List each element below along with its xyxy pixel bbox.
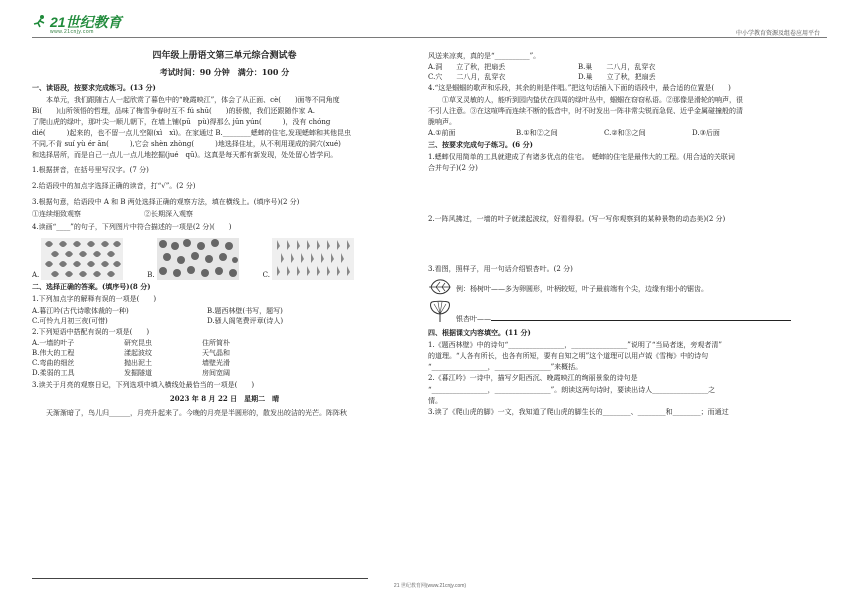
poplar-leaf-icon <box>428 276 452 298</box>
question: 2.《暮江吟》一诗中，描写夕阳西沉、晚霞映江的绚丽景象的诗句是 <box>428 374 638 383</box>
question: 2.下列短语中搭配有误的一项是( ) <box>32 327 150 336</box>
ginkgo-leaf-icon <box>428 300 452 326</box>
section-2-title: 二、选择正确的答案。(填序号)(8 分) <box>32 282 151 292</box>
header-divider <box>32 37 827 38</box>
question: 1.《题西林壁》中的诗句“________________，________________”说明了“当局者迷，旁观者清” <box>428 340 722 349</box>
question: 3.读关于月亮的观察日记，下列选项中填入横线处最恰当的一项是( ) <box>32 380 255 389</box>
question: 4.读画“____”的句子，下列图片中符合描述的一项是(2 分)( ) <box>32 223 232 232</box>
phrase-cell: 天气晶和 <box>202 349 230 358</box>
answer-space[interactable] <box>428 225 828 263</box>
passage-line: 和选择居所，而是自己一点儿一点儿地挖掘(jué qū)。这真是每天都有新发现，处处留心皆学问。 <box>32 151 338 160</box>
platform-name: 中小学教育资源及组卷应用平台 <box>735 31 820 37</box>
option: C.②和③之间 <box>604 128 646 137</box>
leaf-wall-image-a <box>41 238 123 280</box>
footer-divider <box>32 578 368 579</box>
option: D.骚人阁笔费评章(诗人) <box>207 316 284 325</box>
exam-subtitle: 考试时间：90 分钟 满分：100 分 <box>159 67 290 78</box>
brand-name: 21世纪教育 <box>50 14 122 30</box>
option: B.巢 二八月，乱穿衣 <box>578 63 656 72</box>
question: “________________，________________”。朗读这两句诗时，要读出诗人________________之 <box>428 385 716 394</box>
leaf-wall-image-b <box>157 238 239 280</box>
question: 3.看图，照样子，用一句话介绍银杏叶。(2 分) <box>428 264 573 273</box>
page-header <box>0 0 860 40</box>
question: 1.根据拼音，在括号里写汉字。(7 分) <box>32 165 149 174</box>
question: 1.蟋蟀仅用简单的工具就建成了有诸多优点的住宅。 蟋蟀的住宅是最伟大的工程。(用合适的关联词 <box>428 153 735 162</box>
passage-line: Bì( )山所领悟的哲理，品味了梅雪争春时互不 fú shū( )的骄傲，我们还跟随作家 A. <box>32 106 315 115</box>
question: 合并句子)(2 分) <box>428 164 478 173</box>
question: “________________，________________”来概括。 <box>428 363 583 372</box>
question: 3.读了《爬山虎的脚》一文，我知道了爬山虎的脚生长的________、________和________；而通过 <box>428 407 729 416</box>
option-label: A. <box>32 271 40 280</box>
phrase-cell: 住所简朴 <box>202 339 230 348</box>
passage-line: 不同,不肯 suí yù ér ān( ),它会 shèn zhòng( )地选择住址，从不利用现成的洞穴(xué) <box>32 140 341 149</box>
answer-space[interactable] <box>428 175 828 213</box>
option: A.暮江吟(古代诗歌体裁的一种) <box>32 306 129 315</box>
passage-line: 本单元，我们跟随古人一起欣赏了暮色中的“晚霞映江”，体会了从正面、cè( )面等不同角度 <box>46 95 340 104</box>
option: A.洞 立了秋，把扇丢 <box>428 63 506 72</box>
runner-logo-icon <box>32 14 48 30</box>
question: 3.根据句意，给语段中 A 和 B 两处选择正确的观察方法，填在横线上。(填序号)(2 分) <box>32 197 300 206</box>
option: D.③后面 <box>692 128 720 137</box>
right-column <box>428 50 828 418</box>
section-1-title: 一、读语段，按要求完成练习。(13 分) <box>32 82 156 92</box>
phrase-cell: 抛出泥土 <box>124 359 152 368</box>
section-4-title: 四、根据课文内容填空。(11 分) <box>428 327 531 337</box>
exam-title: 四年级上册语文第三单元综合测试卷 <box>152 51 297 61</box>
option: C.可怜九月初三夜(可惜) <box>32 316 108 325</box>
option-label: B. <box>147 271 155 280</box>
passage-line: 了爬山虎的绿叶，那叶尖一顺儿朝下，在墙上铺(pū pù)得那么 jūn yún( )，没有 chóng <box>32 118 331 127</box>
passage-line: 不引人注意。③在这喧哗而连续不断的低音中，时不时发出一阵非常尖锐而急促、近乎金属碰撞般的清 <box>428 106 743 115</box>
answer-prompt <box>456 314 791 324</box>
diary-text: 天渐渐暗了，鸟儿归______，月亮升起来了。今晚的月亮是半圆形的，散发出皎洁的光芒。阵阵秋 <box>46 408 347 417</box>
example-sentence: 例：杨树叶——多为卵圆形，叶柄较短，叶子最前端有个尖，边缘有细小的锯齿。 <box>456 284 708 293</box>
option: B.题西林壁(书写，题写) <box>207 306 283 315</box>
option: ①连续细致观察 <box>32 210 81 219</box>
question: 2.一阵风拂过，一墙的叶子就漾起波纹，好看得很。(写一写你观察到的某种景物的动态美)(2 分) <box>428 214 726 223</box>
option-label: C. <box>262 271 270 280</box>
question: 2.给语段中的加点字选择正确的读音，打“√”。(2 分) <box>32 181 196 190</box>
option: D.巢 立了秋，把扇丢 <box>578 73 656 82</box>
option: A.①前面 <box>428 128 456 137</box>
passage-line: ①草叉灵敏的人，能听到园内蛰伏在四周的绿叶丛中，蝈蝈在窃窃私语。②那像是滑轮的响声，很 <box>442 95 743 104</box>
question: 的道理。“人各有所长，也各有所短，要有自知之明”这个道理可以用卢钺《雪梅》中的诗句 <box>428 352 709 361</box>
phrase-cell: A.一墙的叶子 <box>32 339 75 348</box>
option: ②长期深入观察 <box>144 210 193 219</box>
phrase-cell: B.伟大的工程 <box>32 349 75 358</box>
phrase-cell: D.柔弱的工具 <box>32 369 75 378</box>
phrase-cell: 发掘隧道 <box>124 369 152 378</box>
option: B.①和②之间 <box>516 128 558 137</box>
phrase-cell: 房间宽阔 <box>202 369 230 378</box>
diary-continued: 风送来凉爽，真的是“__________”。 <box>428 52 541 60</box>
diary-date: 2023 年 8 月 22 日 星期二 晴 <box>169 393 280 403</box>
answer-blank[interactable] <box>491 320 791 321</box>
passage-line: dié( )起来的，也不留一点儿空隙(xì xì)。在家通过 B.________蟋蟀的住宅,发现蟋蟀和其他昆虫 <box>32 129 351 138</box>
answer-prompt-label: 银杏叶—— <box>456 314 491 323</box>
left-column <box>32 44 417 419</box>
question: 情。 <box>428 396 442 405</box>
page-footer: 21 世纪教育网(www.21cnjy.com) <box>393 583 467 589</box>
image-options <box>32 234 417 280</box>
question: 4.“这是蝈蝈的歌声和乐段，其余的则是伴唱。”把这句话插入下面的语段中，最合适的位置是( ) <box>428 84 731 93</box>
phrase-cell: 研究昆虫 <box>124 339 152 348</box>
leaf-wall-image-c <box>272 238 354 280</box>
phrase-cell: C.弯曲的细丝 <box>32 359 75 368</box>
phrase-cell: 漾起波纹 <box>124 349 152 358</box>
section-3-title: 三、按要求完成句子练习。(6 分) <box>428 140 533 150</box>
brand-url: www.21cnjy.com <box>50 29 94 35</box>
phrase-cell: 墙壁光滑 <box>202 359 230 368</box>
passage-line: 脆响声。 <box>428 117 456 126</box>
question: 1.下列加点字的解释有误的一项是( ) <box>32 295 157 304</box>
option: C.穴 二八月，乱穿衣 <box>428 73 506 82</box>
